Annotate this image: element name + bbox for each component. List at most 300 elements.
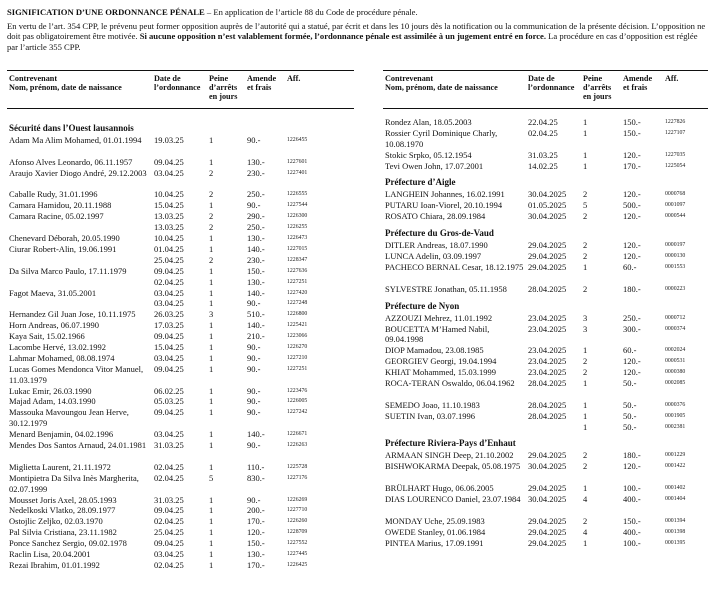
case-number-cell: [665, 284, 685, 295]
case-number-cell: [665, 378, 685, 389]
notice-title: SIGNIFICATION D’UNE ORDONNANCE PÉNALE: [7, 7, 205, 17]
offender-name: Ostojlic Zeljko, 02.03.1970: [9, 516, 103, 527]
case-number: 1227420: [287, 289, 308, 296]
table-row: [383, 262, 708, 284]
detention-days-cell: [209, 168, 213, 179]
header-date-line: Date de: [154, 74, 181, 83]
offender-name: Raclin Lisa, 20.04.2001: [9, 549, 91, 559]
detention-days-cell: [209, 549, 213, 560]
fine-amount-cell: [623, 313, 641, 324]
detention-days-cell: [583, 189, 587, 200]
detention-days: 1: [209, 396, 214, 407]
fine-amount-cell: [623, 200, 641, 211]
detention-days: 1: [209, 494, 214, 505]
case-number: 1227015: [287, 245, 308, 252]
fine-amount-cell: [247, 440, 260, 451]
fine-amount: 400.-: [623, 494, 641, 505]
order-date-cell: [154, 407, 184, 418]
order-date: 09.04.25: [154, 407, 184, 418]
detention-days-cell: [583, 240, 587, 251]
detention-days: 1: [209, 461, 214, 472]
fine-amount: 90.-: [247, 407, 261, 418]
table-row: [7, 473, 354, 495]
order-date: 29.04.2025: [528, 261, 567, 272]
order-date: 13.03.25: [154, 211, 184, 222]
detention-days: 1: [209, 265, 214, 276]
case-number: 1227636: [287, 267, 308, 274]
detention-days: 2: [209, 167, 214, 178]
offender-name: BRÜLHART Hugo, 06.06.2005: [385, 483, 494, 494]
header-peine-line: Peine: [209, 74, 229, 83]
header-peine-line: en jours: [209, 92, 238, 101]
table-row: [7, 407, 354, 429]
order-date: 02.04.25: [154, 559, 184, 570]
case-number: 0001395: [665, 539, 686, 546]
fine-amount: 120.-: [247, 527, 265, 538]
table-row: [383, 538, 708, 549]
fine-amount-cell: [247, 320, 265, 331]
left-column: [7, 70, 354, 571]
order-date-cell: [154, 549, 184, 560]
fine-amount: 100.-: [623, 537, 641, 548]
table-row: [7, 505, 354, 516]
case-number: 1226269: [287, 496, 308, 503]
fine-amount: 90.-: [247, 135, 261, 145]
order-date-cell: [528, 324, 566, 335]
table-row: [383, 356, 708, 367]
case-number-cell: [665, 483, 685, 494]
header-aff-line: Aff.: [287, 74, 301, 83]
order-date: 25.04.25: [154, 254, 184, 265]
header-amende-line: Amende: [623, 74, 653, 83]
case-number-cell: [287, 429, 307, 440]
order-date: 19.03.25: [154, 135, 184, 145]
offender-name: Miglietta Laurent, 21.11.1972: [9, 461, 111, 472]
fine-amount: 90.-: [247, 298, 261, 309]
fine-amount: 90.-: [247, 494, 261, 505]
fine-amount: 90.-: [247, 396, 261, 407]
order-date-cell: [528, 411, 566, 422]
order-date: 09.04.25: [154, 363, 184, 374]
detention-days-cell: [583, 211, 587, 222]
table-header: [7, 71, 354, 108]
order-date: 02.04.25: [528, 127, 558, 138]
fine-amount: 120.-: [623, 356, 641, 367]
detention-days-cell: [209, 157, 213, 168]
offender-name: Tevi Owen John, 17.07.2001: [385, 160, 484, 171]
header-amende-line: et frais: [247, 83, 272, 92]
detention-days: 2: [209, 189, 214, 200]
detention-days-cell: [209, 440, 213, 451]
offender-name: PINTEA Marius, 17.09.1991: [385, 537, 484, 548]
order-date-cell: [154, 516, 184, 527]
table-row: [383, 324, 708, 346]
order-date: 03.04.25: [154, 429, 184, 440]
detention-days-cell: [583, 494, 587, 505]
offender-name: Lucas Gomes Mendonca Vitor Manuel, 11.03.1979: [9, 363, 144, 385]
notice-lead: – En application de l’article 88 du Code de procédure pénale.: [204, 7, 418, 17]
fine-amount: 250.-: [247, 222, 265, 233]
fine-amount: 90.-: [247, 342, 261, 353]
order-date-cell: [528, 378, 566, 389]
order-date: 03.04.25: [154, 298, 184, 309]
header-peine: [209, 74, 237, 101]
offender-name: Ciurar Robert-Alin, 19.06.1991: [9, 243, 117, 254]
case-number-cell: [287, 386, 307, 397]
fine-amount: 90.-: [247, 385, 261, 396]
fine-amount: 120.-: [623, 149, 641, 160]
detention-days: 1: [583, 377, 588, 388]
fine-amount-cell: [247, 211, 265, 233]
case-number-cell: [665, 200, 685, 211]
detention-days-cell: [583, 378, 587, 389]
fine-amount-cell: [623, 240, 641, 251]
detention-days-cell: [209, 342, 213, 353]
table-row: [383, 189, 708, 200]
detention-days-cell: [583, 400, 587, 411]
order-date: 05.03.25: [154, 396, 184, 407]
case-number: 0000712: [665, 314, 686, 321]
table-row: [383, 240, 708, 251]
case-number: 0001402: [665, 485, 686, 492]
table-row: [7, 429, 354, 440]
case-number: 1225054: [665, 162, 686, 169]
order-date: 29.04.2025: [528, 450, 567, 461]
fine-amount: 130.-: [247, 276, 265, 287]
fine-amount: 130.-: [247, 549, 265, 559]
order-date: 28.04.2025: [528, 399, 567, 410]
fine-amount-cell: [247, 331, 265, 342]
table-row: [383, 200, 708, 211]
header-amende-line: et frais: [623, 83, 648, 92]
fine-amount: 60.-: [623, 261, 637, 272]
fine-amount-cell: [247, 407, 260, 418]
case-number-cell: [287, 200, 307, 211]
order-date-cell: [528, 240, 566, 251]
section-heading: Préfecture d’Aigle: [385, 177, 456, 188]
offender-name: Hernandez Gil Juan Jose, 10.11.1975: [9, 309, 136, 320]
case-number-cell: [287, 364, 307, 375]
fine-amount-cell: [247, 309, 265, 320]
case-number: 1226555: [287, 191, 308, 198]
detention-days-cell: [209, 538, 213, 549]
detention-days-cell: [209, 396, 213, 407]
order-date: 01.04.25: [154, 243, 184, 254]
order-date-cell: [154, 364, 184, 375]
order-date-cell: [528, 450, 566, 461]
offender-name: ROSATO Chiara, 28.09.1984: [385, 211, 486, 222]
order-date-cell: [154, 157, 184, 168]
offender-name: KHIAT Mohammed, 15.03.1999: [385, 367, 497, 378]
offender-name: ROCA-TERAN Oswaldo, 06.04.1962: [385, 377, 515, 388]
detention-days-cell: [209, 495, 213, 506]
table-row: [7, 233, 354, 244]
case-number-cell: [287, 135, 307, 146]
offender-name: Afonso Alves Leonardo, 06.11.1957: [9, 156, 133, 167]
case-number: 0001398: [665, 528, 686, 535]
detention-days: 1: [209, 505, 214, 516]
fine-amount: 200.-: [247, 505, 265, 516]
offender-name: LUNCA Adelin, 03.09.1997: [385, 251, 482, 262]
fine-amount-cell: [247, 505, 265, 516]
case-number: 0001553: [665, 263, 686, 270]
table-row: [7, 396, 354, 407]
case-number-cell: [287, 168, 307, 179]
case-number: 1226263: [287, 442, 308, 449]
fine-amount-cell: [623, 461, 641, 472]
table-row: [383, 284, 708, 295]
fine-amount: 120.-: [623, 240, 641, 251]
order-date-cell: [154, 288, 184, 310]
detention-days: 1: [209, 135, 214, 145]
table-row: [7, 462, 354, 473]
case-number: 1226425: [287, 561, 308, 568]
offender-name: SEMEDO Joao, 11.10.1983: [385, 399, 480, 410]
detention-days: 2: [583, 461, 588, 472]
detention-days-cell: [583, 161, 587, 172]
order-date-cell: [528, 284, 566, 295]
order-date-cell: [154, 386, 184, 397]
fine-amount: 150.-: [623, 515, 641, 526]
fine-amount-cell: [247, 266, 265, 288]
order-date-cell: [528, 161, 558, 172]
fine-amount-cell: [247, 189, 265, 200]
offender-name: BISHWOKARMA Deepak, 05.08.1975: [385, 461, 521, 472]
order-date-cell: [154, 320, 184, 331]
order-date: 03.04.25: [154, 167, 184, 178]
case-number-cell: [665, 345, 685, 356]
order-date: 28.04.2025: [528, 410, 567, 421]
detention-days: 2: [583, 450, 588, 461]
case-number: 1226455: [287, 137, 308, 143]
table-row: [7, 495, 354, 506]
case-number: 1227826: [665, 119, 686, 125]
section-heading: Préfecture du Gros-de-Vaud: [385, 228, 494, 239]
fine-amount-cell: [247, 516, 265, 527]
fine-amount: 230.-: [247, 167, 265, 178]
detention-days: 1: [583, 483, 588, 494]
header-date-line: l’ordonnance: [528, 83, 575, 92]
order-date-cell: [528, 345, 566, 356]
notice-text: En vertu de l’art. 354 CPP, le prévenu peut former opposition auprès de l’autorité qui a statué, par écrit et dans les 10 jours dès la notification ou la communication de la présente décision. L’opposition ne doit pas obligatoirement être motivée.: [7, 20, 706, 42]
order-date: 29.04.2025: [528, 515, 567, 526]
order-date-cell: [154, 233, 184, 244]
order-date-cell: [154, 189, 184, 200]
detention-days: 1: [209, 440, 214, 451]
case-number-cell: [287, 342, 307, 353]
header-name-line: Contrevenant: [9, 74, 58, 83]
table-row: [383, 516, 708, 527]
fine-amount: 170.-: [247, 516, 265, 527]
case-number: 0000374: [665, 325, 686, 332]
case-number-cell: [287, 527, 307, 538]
fine-amount: 830.-: [247, 472, 265, 483]
case-number-cell: [665, 411, 685, 433]
detention-days-cell: [209, 244, 213, 266]
detention-days: 2: [583, 211, 588, 222]
case-number: 0000531: [665, 358, 686, 365]
detention-days-cell: [583, 262, 587, 273]
detention-days: 1: [583, 160, 588, 171]
detention-days-cell: [209, 386, 213, 397]
order-date: 02.04.25: [154, 516, 184, 527]
table-row: [383, 494, 708, 516]
offender-name: GEORGIEV Georgi, 19.04.1994: [385, 356, 497, 367]
order-date-cell: [154, 244, 184, 266]
order-date-cell: [528, 117, 558, 128]
fine-amount-cell: [623, 284, 641, 295]
table-row: [7, 353, 354, 364]
case-number: 1227035: [665, 151, 686, 158]
case-number: 0001905: [665, 412, 686, 419]
detention-days: 1: [209, 276, 214, 287]
case-number: 1226671: [287, 431, 308, 438]
case-number: 0001422: [665, 463, 686, 470]
case-number: 1226300: [287, 213, 308, 220]
offender-name: PUTARU Ioan-Viorel, 20.10.1994: [385, 200, 503, 211]
order-date: 23.04.2025: [528, 312, 567, 323]
detention-days-cell: [583, 150, 587, 161]
table-row: [7, 200, 354, 211]
case-number-cell: [287, 473, 307, 484]
order-date-cell: [154, 527, 184, 538]
fine-amount-cell: [623, 483, 641, 494]
detention-days-cell: [209, 266, 213, 288]
header-peine-line: Peine: [583, 74, 603, 83]
order-date-cell: [154, 135, 184, 146]
case-number-cell: [287, 560, 307, 571]
offender-name: Camara Hamidou, 20.11.1988: [9, 200, 112, 211]
detention-days: 1: [209, 298, 214, 309]
offender-name: Nedelkoski Vlatko, 28.09.1977: [9, 505, 116, 516]
detention-days: 3: [209, 309, 214, 320]
fine-amount: 400.-: [623, 526, 641, 537]
detention-days: 1: [209, 200, 214, 211]
detention-days-cell: [583, 367, 587, 378]
fine-amount: 100.-: [623, 483, 641, 494]
detention-days-cell: [583, 117, 587, 128]
detention-days: 1: [583, 399, 588, 410]
detention-days: 3: [583, 323, 588, 334]
case-number-cell: [665, 189, 685, 200]
fine-amount: 180.-: [623, 283, 641, 294]
order-date-cell: [154, 331, 184, 342]
table-row: [7, 189, 354, 200]
fine-amount: 170.-: [623, 160, 641, 171]
detention-days: 1: [583, 537, 588, 548]
detention-days: 1: [583, 410, 588, 421]
order-date: 15.04.25: [154, 342, 184, 353]
case-number-cell: [287, 353, 307, 364]
fine-amount-cell: [623, 527, 641, 538]
case-number-cell: [287, 331, 307, 342]
table-row: [383, 461, 708, 483]
detention-days-cell: [209, 200, 213, 211]
offender-name: Lacombe Hervé, 13.02.1992: [9, 342, 107, 353]
fine-amount: 250.-: [623, 312, 641, 323]
header-aff-line: Aff.: [665, 74, 679, 83]
table-gap: [7, 109, 354, 117]
order-date: 30.04.2025: [528, 189, 567, 200]
fine-amount-cell: [623, 324, 641, 335]
table-row: [383, 128, 708, 150]
table-row: [7, 157, 354, 168]
detention-days: 2: [583, 240, 588, 251]
case-number: 1227107: [665, 129, 686, 136]
offender-name: Mousset Joris Axel, 28.05.1993: [9, 494, 117, 505]
section-heading: Préfecture Riviera-Pays d’Enhaut: [385, 438, 516, 449]
case-number: 0001404: [665, 496, 686, 503]
fine-amount: 140.-: [247, 320, 265, 331]
order-date-cell: [528, 400, 566, 411]
offender-name: Rezai Ibrahim, 01.01.1992: [9, 559, 100, 570]
fine-amount: 60.-: [623, 345, 637, 356]
fine-amount-cell: [247, 549, 265, 560]
detention-days-cell: [583, 345, 587, 356]
case-number-cell: [665, 240, 685, 251]
detention-days: 2: [209, 254, 214, 265]
detention-days: 1: [209, 527, 214, 538]
fine-amount: 230.-: [247, 254, 265, 265]
fine-amount: 140.-: [247, 243, 265, 254]
detention-days: 1: [209, 331, 214, 342]
detention-days: 2: [583, 251, 588, 262]
case-number: 1226260: [287, 518, 308, 525]
detention-days-cell: [209, 527, 213, 538]
detention-days: 1: [583, 127, 588, 138]
case-number: 1227601: [287, 158, 308, 165]
order-date: 15.04.25: [154, 200, 184, 211]
order-date: 10.04.25: [154, 189, 184, 200]
offender-name: BOUCETTA M’Hamed Nabil, 09.04.1998: [385, 323, 490, 345]
detention-days-cell: [209, 364, 213, 375]
offender-name: AZZOUZI Mehrez, 11.01.1992: [385, 312, 493, 323]
case-number-cell: [665, 128, 685, 139]
detention-days: 1: [209, 559, 214, 570]
case-number: 0000544: [665, 213, 686, 220]
case-number-cell: [287, 407, 307, 418]
table-row: [383, 161, 708, 172]
offender-name: Massouka Mavoungou Jean Herve, 30.12.1979: [9, 407, 129, 429]
detention-days: 2: [209, 222, 214, 233]
table-row: [7, 516, 354, 527]
offender-name: DIAS LOURENCO Daniel, 23.07.1984: [385, 494, 521, 505]
case-number: 0002085: [665, 379, 686, 386]
case-number: 1228709: [287, 529, 308, 536]
case-number: 1227251: [287, 365, 308, 372]
section-heading: Préfecture de Nyon: [385, 300, 460, 311]
order-date-cell: [528, 527, 566, 538]
case-number: 0000223: [665, 285, 686, 292]
fine-amount: 90.-: [247, 352, 261, 363]
case-number-cell: [665, 117, 685, 128]
order-date: 31.03.25: [154, 494, 184, 505]
fine-amount-cell: [623, 378, 636, 389]
offender-name: PACHECO BERNAL Cesar, 18.12.1975: [385, 261, 524, 272]
detention-days-cell: [209, 560, 213, 571]
order-date: 30.04.2025: [528, 211, 567, 222]
detention-days: 1: [209, 233, 214, 244]
detention-days-cell: [583, 516, 587, 527]
detention-days-cell: [209, 473, 213, 484]
section-heading: Sécurité dans l’Ouest lausannois: [9, 123, 134, 133]
header-date-line: l’ordonnance: [154, 83, 201, 92]
order-date: 09.04.25: [154, 331, 184, 342]
table-row: [7, 560, 354, 571]
detention-days-cell: [209, 320, 213, 331]
fine-amount-cell: [247, 244, 265, 266]
order-date: 02.04.25: [154, 461, 184, 472]
